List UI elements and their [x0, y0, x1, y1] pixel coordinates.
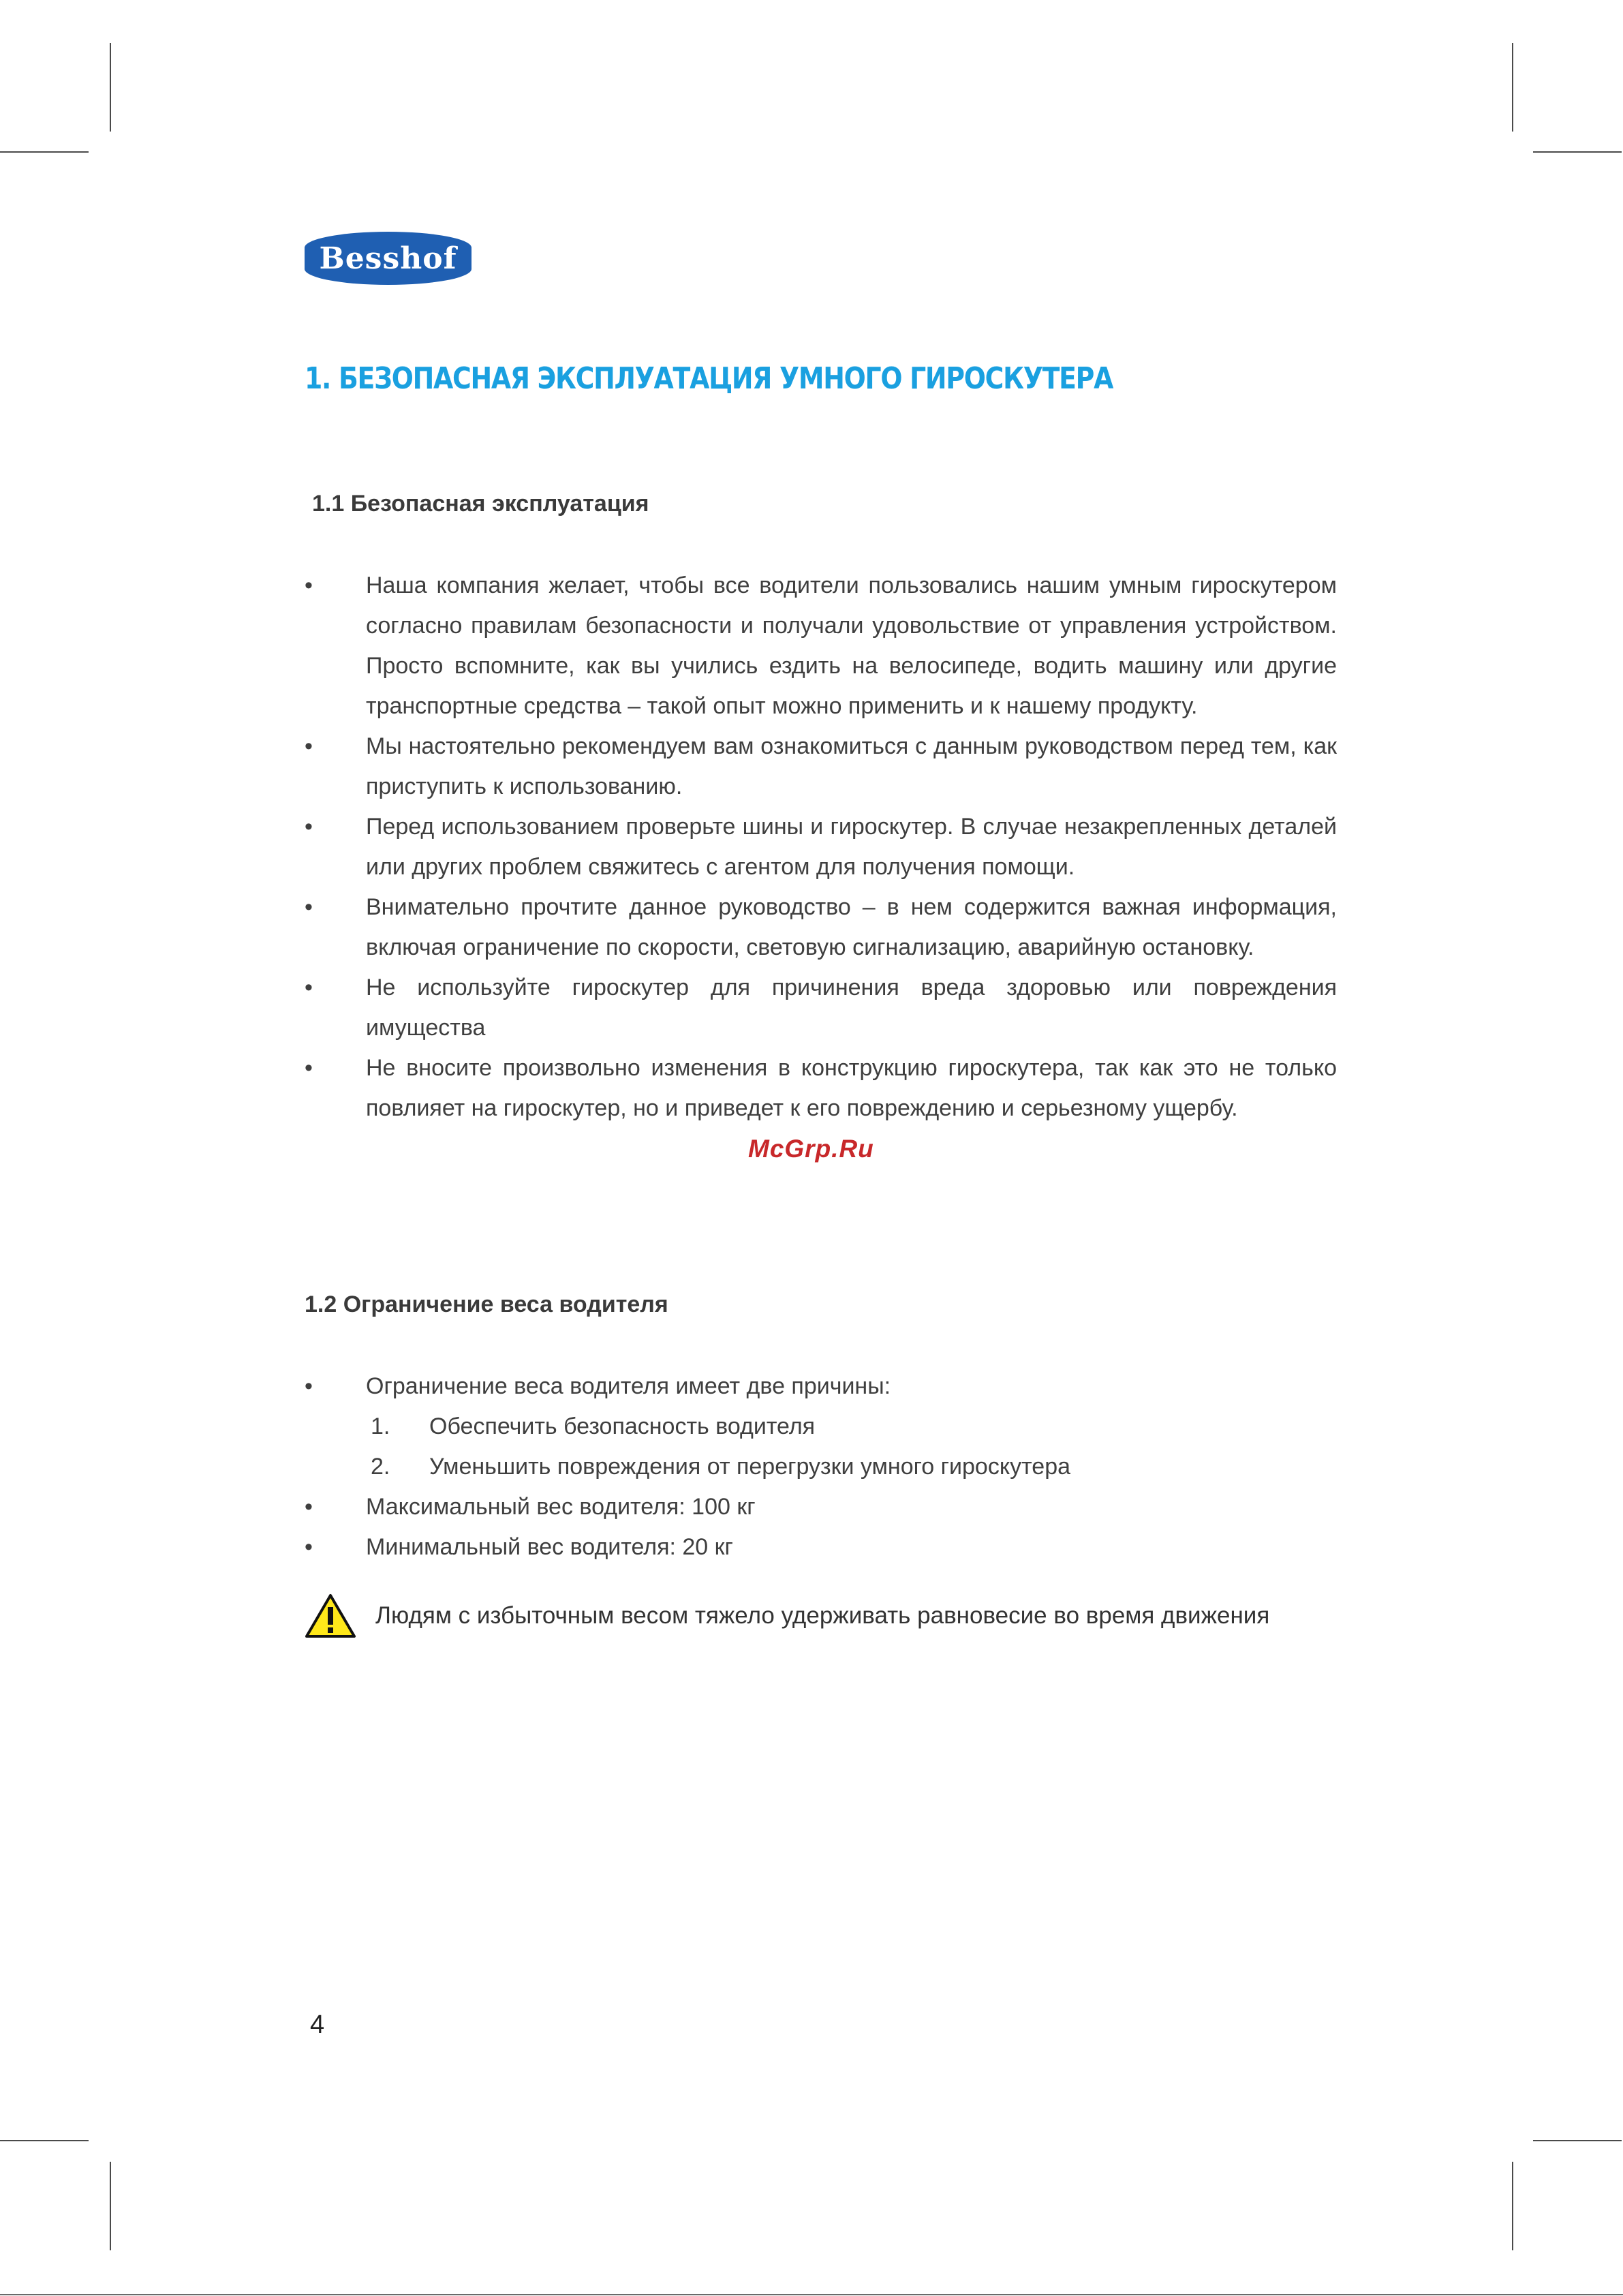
safety-list: [305, 566, 1337, 1129]
watermark: McGrp.Ru: [748, 1135, 874, 1163]
numbered-item: [305, 1447, 1337, 1487]
numbered-item-text: Обеспечить безопасность водителя: [429, 1413, 816, 1439]
list-item: [305, 887, 1337, 968]
crop-mark-top-right-horizontal: [1533, 151, 1622, 153]
brand-logo: [305, 232, 472, 285]
list-item: [305, 1048, 1337, 1129]
list-item-text: Не используйте гироскутер для причинения вреда здоровью или повреждения имущества: [366, 975, 1337, 1041]
warning-text: Людям с избыточным весом тяжело удерживать равновесие во время движения: [375, 1602, 1270, 1629]
bullet-icon: •: [305, 1373, 313, 1399]
numbered-item-text: Уменьшить повреждения от перегрузки умного гироскутера: [429, 1454, 1071, 1480]
min-weight: Минимальный вес водителя: 20 кг: [366, 1534, 733, 1560]
list-item-text: Наша компания желает, чтобы все водители пользовались нашим умным гироскутером согласно правилам безопасности и получали удовольствие от управления устройством. Просто вспомните, как вы учились ездить на велосипеде, водить машину или другие транспортные средства – такой опыт можно применить и к нашему продукту.: [366, 572, 1337, 719]
item-number: 2.: [371, 1454, 390, 1480]
list-item: [305, 566, 1337, 726]
section-2-heading: 1.2 Ограничение веса водителя: [305, 1291, 668, 1317]
crop-mark-top-left-vertical: [110, 43, 111, 132]
weight-list: [305, 1366, 1337, 1567]
list-item: [305, 1487, 1337, 1527]
page-title: 1. БЕЗОПАСНАЯ ЭКСПЛУАТАЦИЯ УМНОГО ГИРОСКУТЕРА: [305, 361, 1113, 396]
list-item-text: Внимательно прочтите данное руководство – в нем содержится важная информация, включая ограничение по скорости, световую сигнализацию, аварийную остановку.: [366, 894, 1337, 960]
list-item-text: Мы настоятельно рекомендуем вам ознакомиться с данным руководством перед тем, как приступить к использованию.: [366, 733, 1337, 799]
max-weight: Максимальный вес водителя: 100 кг: [366, 1494, 756, 1520]
weight-intro: Ограничение веса водителя имеет две причины:: [366, 1373, 891, 1399]
bullet-icon: •: [305, 1055, 313, 1081]
section-1-heading: 1.1 Безопасная эксплуатация: [312, 491, 649, 517]
list-item-text: Перед использованием проверьте шины и гироскутер. В случае незакрепленных деталей или других проблем свяжитесь с агентом для получения помощи.: [366, 814, 1337, 880]
warning-triangle-icon: [305, 1593, 356, 1638]
list-item: [305, 968, 1337, 1048]
bullet-icon: •: [305, 894, 313, 920]
bullet-icon: •: [305, 814, 313, 840]
brand-logo-text: Besshof: [319, 241, 457, 276]
bullet-icon: •: [305, 733, 313, 759]
page-number: 4: [310, 2010, 325, 2039]
crop-mark-bottom-left-vertical: [110, 2162, 111, 2250]
crop-mark-top-right-vertical: [1512, 43, 1513, 132]
bullet-icon: •: [305, 1534, 313, 1560]
bullet-icon: •: [305, 572, 313, 598]
numbered-item: [305, 1407, 1337, 1447]
bullet-icon: •: [305, 975, 313, 1000]
warning-note: [305, 1593, 1269, 1638]
list-item: [305, 726, 1337, 807]
item-number: 1.: [371, 1413, 390, 1439]
list-item-text: Не вносите произвольно изменения в конструкцию гироскутера, так как это не только повлияет на гироскутер, но и приведет к его повреждению и серьезному ущербу.: [366, 1055, 1337, 1121]
crop-mark-bottom-left-horizontal: [0, 2140, 89, 2141]
crop-mark-bottom-right-vertical: [1512, 2162, 1513, 2250]
crop-mark-bottom-right-horizontal: [1533, 2140, 1622, 2141]
bullet-icon: •: [305, 1494, 313, 1520]
list-item: [305, 1527, 1337, 1567]
crop-mark-top-left-horizontal: [0, 151, 89, 153]
bottom-rule: [0, 2294, 1623, 2295]
list-item: [305, 1366, 1337, 1407]
list-item: [305, 807, 1337, 887]
